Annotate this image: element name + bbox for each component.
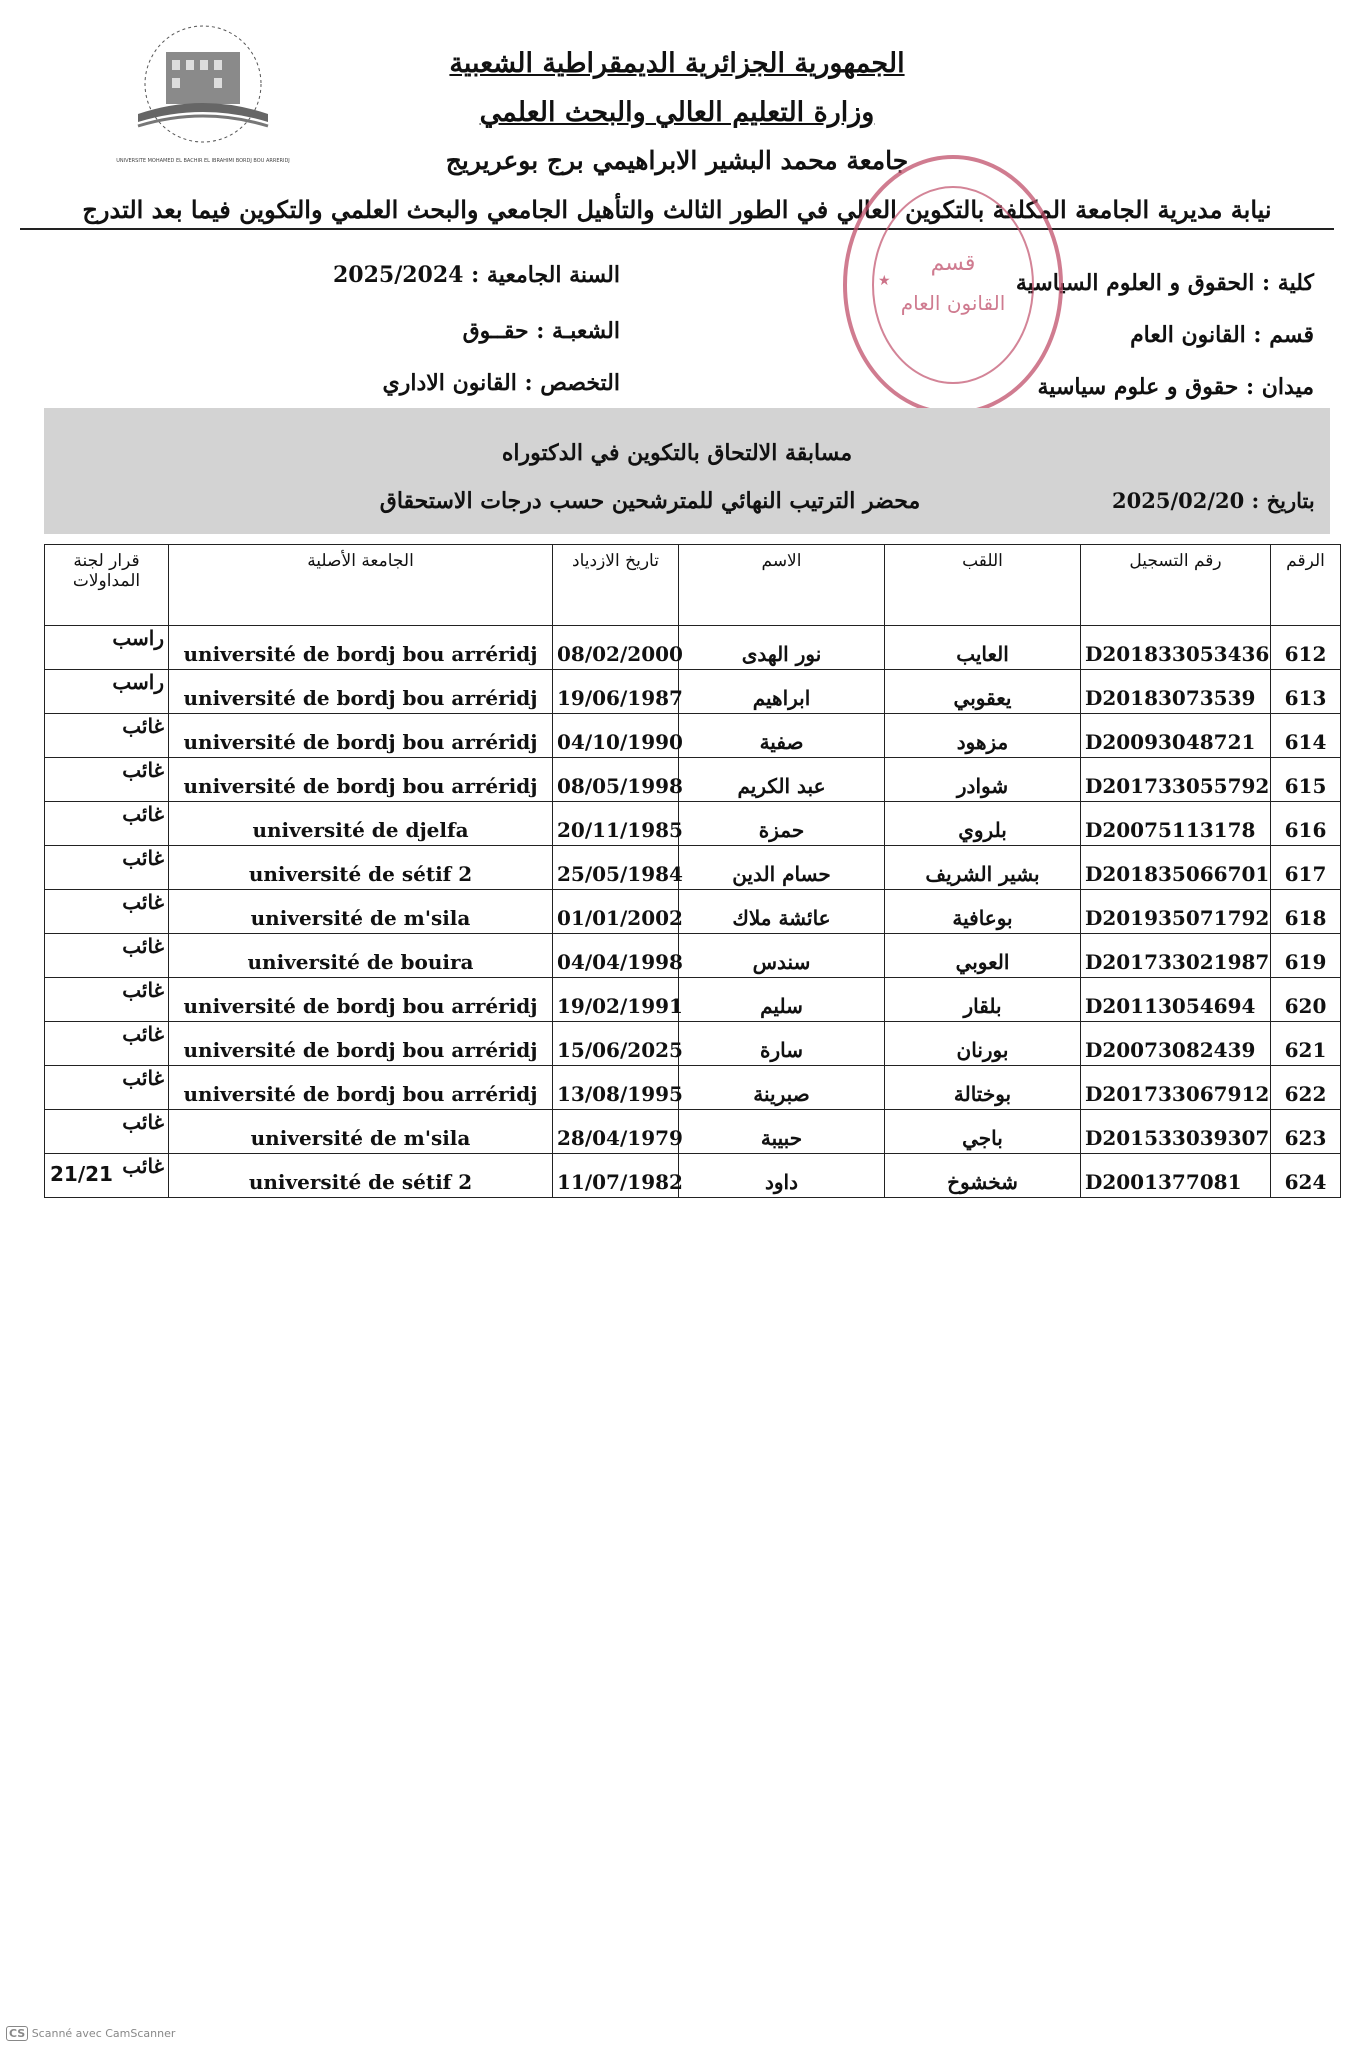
cell-name: سليم <box>679 978 885 1022</box>
cell-surname: بوختالة <box>885 1066 1081 1110</box>
cell-surname: شوادر <box>885 758 1081 802</box>
cell-num: 615 <box>1271 758 1341 802</box>
cell-registration: D201733021987 <box>1081 934 1271 978</box>
cell-name: صبرينة <box>679 1066 885 1110</box>
svg-text:★: ★ <box>878 273 891 289</box>
header-num: الرقم <box>1271 545 1341 626</box>
cell-surname: شخشوخ <box>885 1154 1081 1198</box>
cell-name: نور الهدى <box>679 626 885 670</box>
cell-decision: غائب <box>45 890 169 934</box>
cell-decision: راسب <box>45 626 169 670</box>
cell-decision: غائب <box>45 714 169 758</box>
cell-university: université de sétif 2 <box>169 1154 553 1198</box>
cell-birth-date: 04/04/1998 <box>553 934 679 978</box>
cell-registration: D201733055792 <box>1081 758 1271 802</box>
cell-university: université de m'sila <box>169 890 553 934</box>
cell-decision: غائب <box>45 1022 169 1066</box>
cell-university: université de sétif 2 <box>169 846 553 890</box>
republic-title: الجمهورية الجزائرية الديمقراطية الشعبية <box>449 48 905 79</box>
table-row <box>45 1154 1341 1198</box>
logo-caption: UNIVERSITE MOHAMED EL BACHIR EL IBRAHIMI BORDJ BOU ARRERIDJ <box>116 158 290 164</box>
cell-name: حسام الدين <box>679 846 885 890</box>
cell-university: université de bordj bou arréridj <box>169 758 553 802</box>
cell-surname: يعقوبي <box>885 670 1081 714</box>
cell-name: حبيبة <box>679 1110 885 1154</box>
header-decision: قرار لجنة المداولات <box>45 545 169 626</box>
table-row <box>45 1066 1341 1110</box>
table-row <box>45 626 1341 670</box>
cell-birth-date: 25/05/1984 <box>553 846 679 890</box>
cell-surname: باجي <box>885 1110 1081 1154</box>
cell-university: université de bouira <box>169 934 553 978</box>
cell-birth-date: 04/10/1990 <box>553 714 679 758</box>
cell-birth-date: 01/01/2002 <box>553 890 679 934</box>
cell-birth-date: 11/07/1982 <box>553 1154 679 1198</box>
competition-title: مسابقة الالتحاق بالتكوين في الدكتوراه <box>501 440 853 466</box>
table-row <box>45 758 1341 802</box>
cell-registration: D201833053436 <box>1081 626 1271 670</box>
cell-decision: غائب <box>45 978 169 1022</box>
cell-surname: العوبي <box>885 934 1081 978</box>
cell-num: 618 <box>1271 890 1341 934</box>
table-row <box>45 934 1341 978</box>
cell-surname: بلقار <box>885 978 1081 1022</box>
cell-num: 619 <box>1271 934 1341 978</box>
cell-name: سارة <box>679 1022 885 1066</box>
table-row <box>45 1022 1341 1066</box>
cell-num: 617 <box>1271 846 1341 890</box>
cell-num: 612 <box>1271 626 1341 670</box>
cell-university: université de bordj bou arréridj <box>169 978 553 1022</box>
cell-decision: راسب <box>45 670 169 714</box>
cell-decision: غائب <box>45 1110 169 1154</box>
cell-num: 613 <box>1271 670 1341 714</box>
cell-birth-date: 08/02/2000 <box>553 626 679 670</box>
cell-registration: D20073082439 <box>1081 1022 1271 1066</box>
vice-rectorate-title: نيابة مديرية الجامعة المكلفة بالتكوين العالي في الطور الثالث والتأهيل الجامعي والبحث العلمي والتكوين فيما بعد التدرج <box>20 195 1334 230</box>
cell-university: université de bordj bou arréridj <box>169 1066 553 1110</box>
ranking-subtitle: محضر الترتيب النهائي للمترشحين حسب درجات الاستحقاق <box>379 488 921 514</box>
cell-surname: بلروي <box>885 802 1081 846</box>
cell-surname: بورنان <box>885 1022 1081 1066</box>
department-stamp <box>838 150 1068 420</box>
cell-name: عبد الكريم <box>679 758 885 802</box>
table-row <box>45 1110 1341 1154</box>
header-name: الاسم <box>679 545 885 626</box>
cell-university: université de djelfa <box>169 802 553 846</box>
page-number: 21/21 <box>50 1162 113 1186</box>
table-row <box>45 670 1341 714</box>
header-birth-date: تاريخ الازدياد <box>553 545 679 626</box>
header-registration: رقم التسجيل <box>1081 545 1271 626</box>
cell-university: université de m'sila <box>169 1110 553 1154</box>
table-row <box>45 890 1341 934</box>
cell-name: سندس <box>679 934 885 978</box>
table-header-row <box>45 545 1341 626</box>
cell-decision: غائب <box>45 1066 169 1110</box>
header-surname: اللقب <box>885 545 1081 626</box>
results-table <box>44 544 1341 1198</box>
cell-university: université de bordj bou arréridj <box>169 670 553 714</box>
cell-decision: غائب <box>45 1154 169 1198</box>
faculty-line: كلية : الحقوق و العلوم السياسية <box>1015 270 1314 296</box>
cell-num: 623 <box>1271 1110 1341 1154</box>
document-date: بتاريخ : 2025/02/20 <box>1112 488 1315 513</box>
branch-line: الشعبـة : حقــوق <box>462 318 620 344</box>
svg-text:قسم: قسم <box>930 251 976 276</box>
cell-name: حمزة <box>679 802 885 846</box>
camscanner-icon: CS <box>6 2026 28 2041</box>
cell-surname: بشير الشريف <box>885 846 1081 890</box>
cell-birth-date: 08/05/1998 <box>553 758 679 802</box>
domain-line: ميدان : حقوق و علوم سياسية <box>1037 374 1314 400</box>
cell-university: université de bordj bou arréridj <box>169 1022 553 1066</box>
cell-birth-date: 20/11/1985 <box>553 802 679 846</box>
cell-decision: غائب <box>45 802 169 846</box>
cell-surname: بوعافية <box>885 890 1081 934</box>
cell-birth-date: 19/06/1987 <box>553 670 679 714</box>
cell-birth-date: 19/02/1991 <box>553 978 679 1022</box>
ministry-title: وزارة التعليم العالي والبحث العلمي <box>479 97 875 128</box>
cell-registration: D20075113178 <box>1081 802 1271 846</box>
cell-birth-date: 28/04/1979 <box>553 1110 679 1154</box>
cell-registration: D20113054694 <box>1081 978 1271 1022</box>
cell-name: عائشة ملاك <box>679 890 885 934</box>
header-university: الجامعة الأصلية <box>169 545 553 626</box>
svg-text:القانون العام: القانون العام <box>900 291 1006 315</box>
cell-surname: العايب <box>885 626 1081 670</box>
cell-registration: D20093048721 <box>1081 714 1271 758</box>
table-row <box>45 802 1341 846</box>
cell-registration: D201733067912 <box>1081 1066 1271 1110</box>
specialty-line: التخصص : القانون الاداري <box>382 370 620 396</box>
cell-birth-date: 15/06/2025 <box>553 1022 679 1066</box>
cell-name: ابراهيم <box>679 670 885 714</box>
scanner-footer-text: Scanné avec CamScanner <box>31 2027 176 2040</box>
cell-num: 622 <box>1271 1066 1341 1110</box>
cell-surname: مزهود <box>885 714 1081 758</box>
cell-name: داود <box>679 1154 885 1198</box>
table-row <box>45 846 1341 890</box>
cell-num: 614 <box>1271 714 1341 758</box>
cell-num: 621 <box>1271 1022 1341 1066</box>
cell-decision: غائب <box>45 934 169 978</box>
banner-background <box>44 408 1330 534</box>
cell-num: 624 <box>1271 1154 1341 1198</box>
cell-registration: D201935071792 <box>1081 890 1271 934</box>
cell-decision: غائب <box>45 758 169 802</box>
cell-registration: D201533039307 <box>1081 1110 1271 1154</box>
cell-registration: D2001377081 <box>1081 1154 1271 1198</box>
cell-university: université de bordj bou arréridj <box>169 626 553 670</box>
cell-university: université de bordj bou arréridj <box>169 714 553 758</box>
department-line: قسم : القانون العام <box>1130 322 1314 348</box>
cell-num: 616 <box>1271 802 1341 846</box>
table-row <box>45 714 1341 758</box>
cell-registration: D20183073539 <box>1081 670 1271 714</box>
cell-decision: غائب <box>45 846 169 890</box>
academic-year-line: السنة الجامعية : 2025/2024 <box>332 262 620 288</box>
cell-registration: D201835066701 <box>1081 846 1271 890</box>
university-title: جامعة محمد البشير الابراهيمي برج بوعريريج <box>445 146 909 175</box>
scanner-footer <box>6 2026 175 2041</box>
cell-name: صفية <box>679 714 885 758</box>
cell-birth-date: 13/08/1995 <box>553 1066 679 1110</box>
cell-num: 620 <box>1271 978 1341 1022</box>
table-row <box>45 978 1341 1022</box>
